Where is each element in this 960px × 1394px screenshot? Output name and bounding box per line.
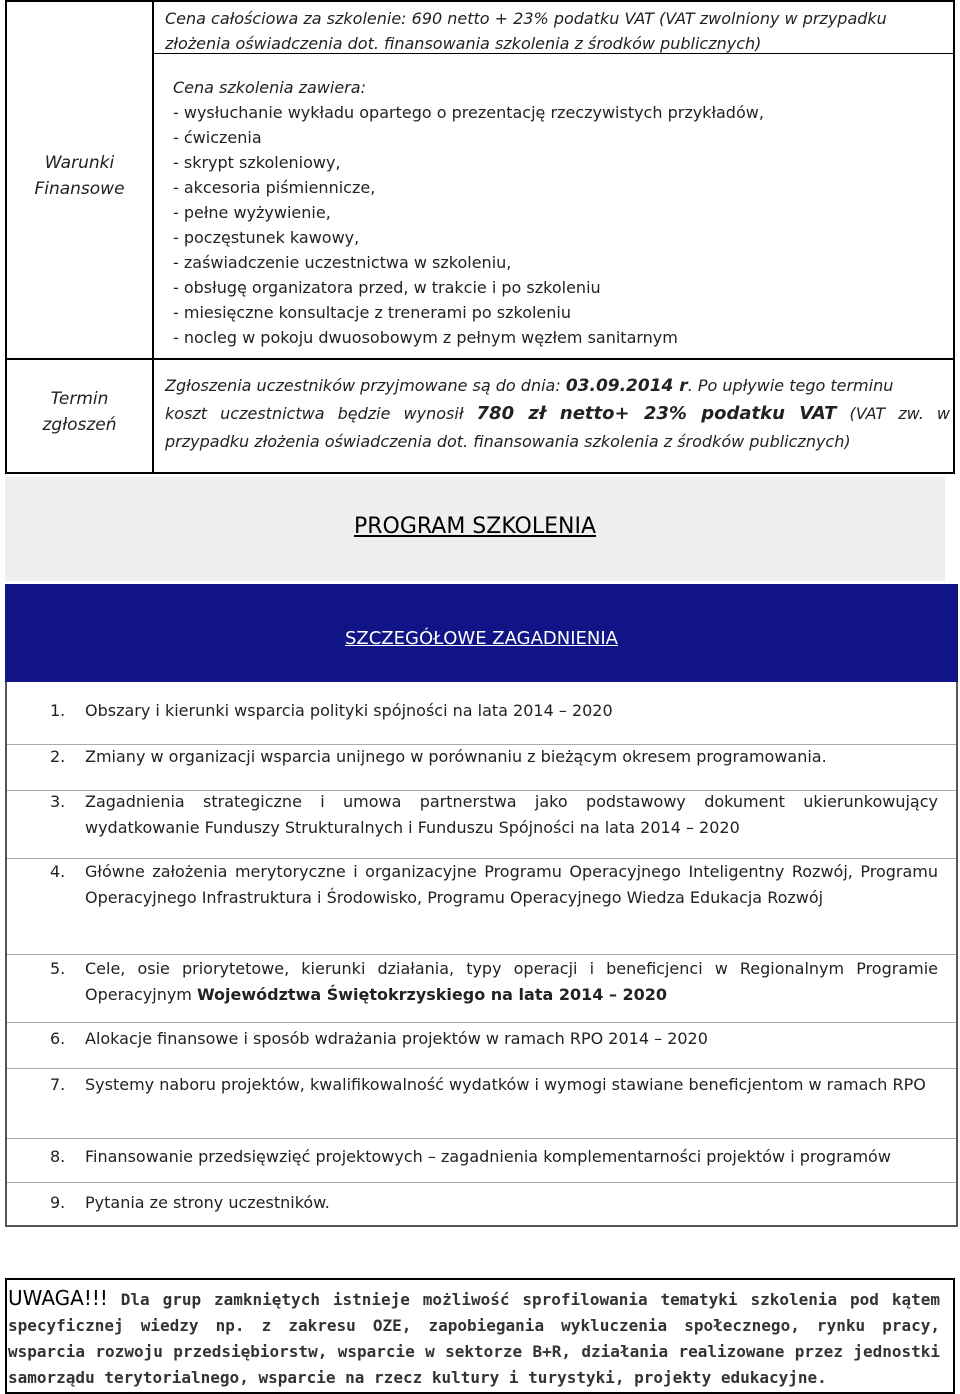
notice-label: UWAGA!!! bbox=[8, 1286, 108, 1310]
deadline-text: Zgłoszenia uczestników przyjmowane są do dnia: 03.09.2014 r. Po upływie tego terminu koszt uczestnictwa będzie wynosił 780 zł netto+ 23% podatku VAT (VAT zw. w przypadku złożenia oświadczenia dot. finansowania szkolenia z środków publicznych) bbox=[165, 376, 951, 451]
agenda-item bbox=[50, 859, 938, 911]
column-divider bbox=[152, 2, 154, 472]
agenda-item-text: Zmiany w organizacji wsparcia unijnego w porównaniu z bieżącym okresem programowania. bbox=[85, 747, 827, 766]
includes-heading: Cena szkolenia zawiera: bbox=[173, 78, 366, 97]
agenda-item-text: Finansowanie przedsięwzięć projektowych – zagadnienia komplementarności projektów i programów bbox=[85, 1147, 891, 1166]
agenda-item-text: Główne założenia merytoryczne i organizacyjne Programu Operacyjnego Inteligentny Rozwój, Programu Operacyjnego Infrastruktura i Środowisko, Programu Operacyjnego Wiedza Edukacja Rozwój bbox=[85, 862, 938, 907]
program-title: PROGRAM SZKOLENIA bbox=[353, 514, 597, 539]
agenda-item-text: Cele, osie priorytetowe, kierunki działania, typy operacji i beneficjenci w Regionalnym Programie Operacyjnym Województwa Świętokrzyskiego na lata 2014 – 2020 bbox=[85, 959, 938, 1004]
includes-item: - pełne wyżywienie, bbox=[173, 203, 331, 222]
includes-block bbox=[173, 75, 953, 350]
price-text: Cena całościowa za szkolenie: 690 netto + 23% podatku VAT (VAT zwolniony w przypadku złożenia oświadczenia dot. finansowania szkolenia z środków publicznych) bbox=[165, 9, 887, 53]
agenda-item bbox=[50, 698, 938, 724]
agenda-item-number: 2. bbox=[50, 747, 66, 766]
agenda-item-number: 5. bbox=[50, 959, 66, 978]
agenda-item-number: 7. bbox=[50, 1075, 66, 1094]
agenda-item bbox=[50, 744, 938, 770]
agenda-item-text: Systemy naboru projektów, kwalifikowalność wydatków i wymogi stawiane beneficjentom w ramach RPO bbox=[85, 1075, 926, 1094]
agenda-item-number: 4. bbox=[50, 862, 66, 881]
agenda-item bbox=[50, 789, 938, 841]
agenda-item-number: 3. bbox=[50, 792, 66, 811]
agenda-item-text: Pytania ze strony uczestników. bbox=[85, 1193, 330, 1212]
includes-item: - poczęstunek kawowy, bbox=[173, 228, 360, 247]
agenda-item-number: 6. bbox=[50, 1029, 66, 1048]
agenda-item bbox=[50, 1072, 938, 1098]
includes-list bbox=[173, 100, 953, 350]
finance-label: Warunki Finansowe bbox=[34, 153, 125, 199]
agenda-item bbox=[50, 1190, 938, 1216]
includes-item: - wysłuchanie wykładu opartego o prezentację rzeczywistych przykładów, bbox=[173, 103, 764, 122]
agenda-item-text: Zagadnienia strategiczne i umowa partnerstwa jako podstawowy dokument ukierunkowujący wydatkowanie Funduszy Strukturalnych i Funduszu Spójności na lata 2014 – 2020 bbox=[85, 792, 938, 837]
agenda-item-number: 1. bbox=[50, 701, 66, 720]
agenda-item-number: 9. bbox=[50, 1193, 66, 1212]
agenda-item-text: Obszary i kierunki wsparcia polityki spójności na lata 2014 – 2020 bbox=[85, 701, 613, 720]
includes-item: - zaświadczenie uczestnictwa w szkoleniu, bbox=[173, 253, 512, 272]
deadline-label: Termin zgłoszeń bbox=[42, 389, 117, 435]
agenda-item bbox=[50, 956, 938, 1008]
includes-item: - skrypt szkoleniowy, bbox=[173, 153, 341, 172]
includes-item: - ćwiczenia bbox=[173, 128, 262, 147]
finance-table bbox=[5, 0, 955, 474]
includes-item: - miesięczne konsultacje z trenerami po szkoleniu bbox=[173, 303, 571, 322]
agenda-item-text: Alokacje finansowe i sposób wdrażania projektów w ramach RPO 2014 – 2020 bbox=[85, 1029, 708, 1048]
row-divider bbox=[7, 358, 953, 360]
includes-item: - akcesoria piśmiennicze, bbox=[173, 178, 376, 197]
agenda-item-number: 8. bbox=[50, 1147, 66, 1166]
agenda-item bbox=[50, 1144, 938, 1170]
includes-item: - obsługę organizatora przed, w trakcie i po szkoleniu bbox=[173, 278, 601, 297]
includes-item: - nocleg w pokoju dwuosobowym z pełnym węzłem sanitarnym bbox=[173, 328, 678, 347]
agenda-item bbox=[50, 1026, 938, 1052]
notice-text: UWAGA!!! Dla grup zamkniętych istnieje możliwość sprofilowania tematyki szkolenia pod kątem specyficznej wiedzy np. z zakresu OZE, zapobiegania wykluczenia społecznego, rynku pracy, wsparcia rozwoju przedsiębiorstw, wsparcie w sektorze B+R, działania realizowane przez jednostki samorządu terytorialnego, wsparcie na rzecz kultury i turystyki, projekty edukacyjne. bbox=[8, 1286, 940, 1387]
details-title: SZCZEGÓŁOWE ZAGADNIENIA bbox=[344, 628, 618, 649]
